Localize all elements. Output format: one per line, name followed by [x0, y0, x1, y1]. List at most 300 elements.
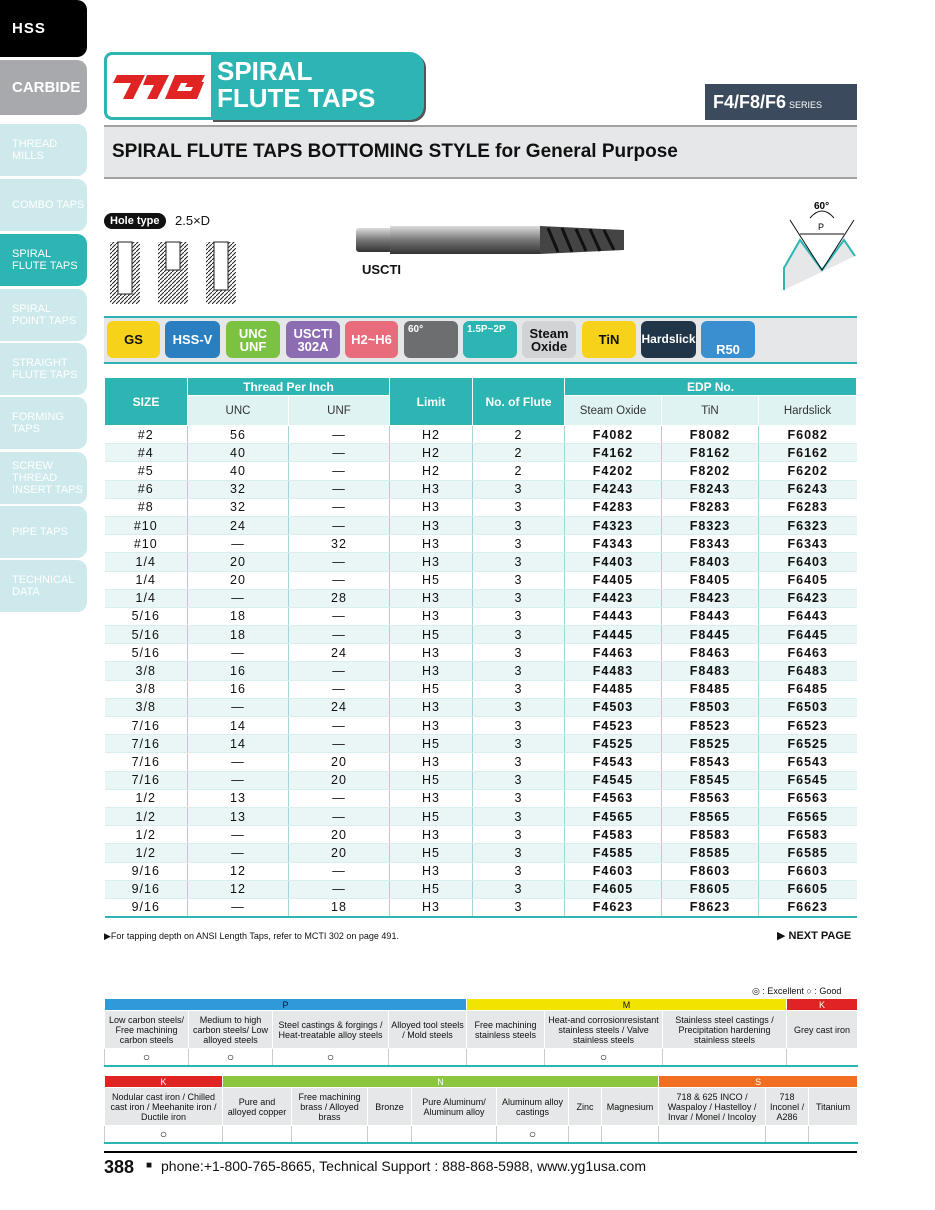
material-cell: Zinc: [569, 1088, 602, 1126]
table-cell: —: [188, 771, 289, 789]
table-cell: —: [289, 807, 390, 825]
table-cell: —: [289, 516, 390, 534]
table-cell: —: [289, 498, 390, 516]
table-cell: 28: [289, 589, 390, 607]
group-p: P: [105, 999, 467, 1011]
suitability-mark: ○: [189, 1049, 273, 1066]
badge-tin: TiN: [582, 321, 636, 358]
table-cell: 2: [473, 462, 565, 480]
suitability-mark: [787, 1049, 858, 1066]
table-cell: F4423: [565, 589, 662, 607]
table-cell: F8162: [662, 444, 759, 462]
table-cell: F4283: [565, 498, 662, 516]
material-cell: 718 & 625 INCO / Waspaloy / Hastelloy / Invar / Monel / Incoloy: [659, 1088, 766, 1126]
table-cell: 3/8: [105, 680, 188, 698]
table-cell: F6423: [759, 589, 857, 607]
group-k2: K: [105, 1076, 223, 1088]
legend: ◎ : Excellent ○ : Good: [752, 986, 842, 996]
table-cell: 1/2: [105, 789, 188, 807]
table-cell: F8082: [662, 426, 759, 444]
table-row: [105, 807, 857, 825]
table-cell: 3: [473, 516, 565, 534]
table-cell: F8243: [662, 480, 759, 498]
table-cell: F8623: [662, 898, 759, 916]
table-cell: —: [289, 862, 390, 880]
table-cell: F4202: [565, 462, 662, 480]
table-cell: H3: [390, 862, 473, 880]
table-cell: F6445: [759, 626, 857, 644]
hole-type-label: Hole type: [104, 213, 166, 229]
table-cell: 13: [188, 789, 289, 807]
tab-pipe-taps[interactable]: PIPE TAPS: [0, 506, 87, 558]
table-cell: #10: [105, 516, 188, 534]
table-cell: 5/16: [105, 626, 188, 644]
table-cell: F6565: [759, 807, 857, 825]
table-cell: F8483: [662, 662, 759, 680]
table-cell: —: [289, 662, 390, 680]
table-cell: F8343: [662, 535, 759, 553]
table-cell: F4162: [565, 444, 662, 462]
table-cell: F4563: [565, 789, 662, 807]
table-cell: F4485: [565, 680, 662, 698]
table-cell: 20: [289, 826, 390, 844]
suitability-mark: [809, 1126, 858, 1143]
tab-carbide[interactable]: CARBIDE: [0, 60, 87, 115]
table-cell: F4445: [565, 626, 662, 644]
table-cell: 3: [473, 626, 565, 644]
header-edp: EDP No.: [565, 378, 857, 396]
table-cell: 3: [473, 589, 565, 607]
table-cell: —: [289, 462, 390, 480]
suitability-mark: [569, 1126, 602, 1143]
tab-forming-taps[interactable]: FORMING TAPS: [0, 397, 87, 449]
table-cell: F8283: [662, 498, 759, 516]
table-cell: F8403: [662, 553, 759, 571]
yg-logo-icon: [107, 55, 212, 117]
table-row: [105, 753, 857, 771]
tab-straight-flute-taps[interactable]: STRAIGHT FLUTE TAPS: [0, 343, 87, 395]
suitability-mark: [389, 1049, 467, 1066]
table-cell: 2: [473, 426, 565, 444]
footnote: ▶For tapping depth on ANSI Length Taps, refer to MCTI 302 on page 491.: [104, 931, 399, 941]
table-cell: F6403: [759, 553, 857, 571]
table-cell: —: [188, 644, 289, 662]
table-cell: —: [289, 553, 390, 571]
table-cell: 3: [473, 480, 565, 498]
table-cell: —: [188, 535, 289, 553]
table-cell: 20: [289, 844, 390, 862]
section-heading: SPIRAL FLUTE TAPS BOTTOMING STYLE for General Purpose: [104, 125, 857, 179]
table-row: [105, 535, 857, 553]
table-cell: F8603: [662, 862, 759, 880]
table-cell: 3: [473, 571, 565, 589]
table-row: [105, 462, 857, 480]
table-cell: 3: [473, 880, 565, 898]
table-cell: F6583: [759, 826, 857, 844]
table-cell: H3: [390, 480, 473, 498]
material-cell: Pure and alloyed copper: [223, 1088, 292, 1126]
table-cell: H5: [390, 571, 473, 589]
table-cell: 3: [473, 844, 565, 862]
table-row: [105, 680, 857, 698]
material-cell: Low carbon steels/ Free machining carbon steels: [105, 1011, 189, 1049]
badge-thread-angle: 60°: [404, 321, 458, 358]
table-cell: 9/16: [105, 862, 188, 880]
table-cell: F6443: [759, 607, 857, 625]
table-row: [105, 516, 857, 534]
table-cell: F4463: [565, 644, 662, 662]
table-cell: 3: [473, 644, 565, 662]
table-cell: H3: [390, 516, 473, 534]
table-cell: H3: [390, 898, 473, 916]
table-cell: —: [289, 880, 390, 898]
table-cell: 3: [473, 607, 565, 625]
table-cell: F8563: [662, 789, 759, 807]
table-cell: 3: [473, 807, 565, 825]
tab-thread-mills[interactable]: THREAD MILLS: [0, 124, 87, 176]
header-hardslick: Hardslick: [759, 396, 857, 426]
table-cell: 18: [188, 607, 289, 625]
table-cell: F6605: [759, 880, 857, 898]
header-size: SIZE: [105, 378, 188, 426]
table-cell: —: [289, 444, 390, 462]
table-cell: F4623: [565, 898, 662, 916]
suitability-mark: ○: [105, 1126, 223, 1143]
table-cell: 3: [473, 498, 565, 516]
material-cell: Stainless steel castings / Precipitation hardening stainless steels: [663, 1011, 787, 1049]
tab-spiral-flute-taps[interactable]: SPIRAL FLUTE TAPS: [0, 234, 87, 286]
badge-steam-oxide: Steam Oxide: [522, 321, 576, 358]
badge-hardslick: Hardslick: [641, 321, 696, 358]
suitability-mark: [659, 1126, 766, 1143]
material-cell: Heat-and corrosionresistant stainless steels / Valve stainless steels: [545, 1011, 663, 1049]
table-cell: —: [289, 735, 390, 753]
table-cell: H5: [390, 771, 473, 789]
table-cell: F4323: [565, 516, 662, 534]
table-row: [105, 826, 857, 844]
table-cell: 24: [289, 644, 390, 662]
table-cell: F8463: [662, 644, 759, 662]
table-cell: 7/16: [105, 753, 188, 771]
table-row: [105, 571, 857, 589]
table-cell: F8565: [662, 807, 759, 825]
table-cell: F6082: [759, 426, 857, 444]
group-n: N: [223, 1076, 659, 1088]
tab-hss[interactable]: HSS: [0, 0, 87, 57]
table-cell: 40: [188, 462, 289, 480]
table-cell: F6525: [759, 735, 857, 753]
header-unc: UNC: [188, 396, 289, 426]
table-cell: H5: [390, 844, 473, 862]
table-cell: 1/4: [105, 589, 188, 607]
table-cell: F6405: [759, 571, 857, 589]
table-cell: H3: [390, 535, 473, 553]
table-cell: F8525: [662, 735, 759, 753]
badge-gs: GS: [107, 321, 160, 358]
table-row: [105, 662, 857, 680]
table-cell: 2: [473, 444, 565, 462]
table-cell: —: [188, 898, 289, 916]
material-cell: Medium to high carbon steels/ Low alloyed steels: [189, 1011, 273, 1049]
table-cell: 7/16: [105, 735, 188, 753]
table-cell: H3: [390, 698, 473, 716]
table-cell: F4443: [565, 607, 662, 625]
table-cell: F6585: [759, 844, 857, 862]
table-cell: F8585: [662, 844, 759, 862]
table-cell: F6483: [759, 662, 857, 680]
table-cell: 3: [473, 680, 565, 698]
table-cell: 16: [188, 680, 289, 698]
material-cell: Free machining stainless steels: [467, 1011, 545, 1049]
table-row: [105, 771, 857, 789]
table-cell: H5: [390, 626, 473, 644]
table-cell: 18: [188, 626, 289, 644]
material-cell: Free machining brass / Alloyed brass: [292, 1088, 368, 1126]
table-cell: 32: [188, 480, 289, 498]
table-cell: F4543: [565, 753, 662, 771]
table-cell: 20: [289, 771, 390, 789]
table-cell: 12: [188, 880, 289, 898]
suitability-mark: [412, 1126, 497, 1143]
table-cell: 13: [188, 807, 289, 825]
table-cell: F8583: [662, 826, 759, 844]
table-cell: 3: [473, 753, 565, 771]
table-cell: F8485: [662, 680, 759, 698]
table-row: [105, 480, 857, 498]
tab-technical-data[interactable]: TECHNICAL DATA: [0, 560, 87, 612]
table-cell: 56: [188, 426, 289, 444]
table-cell: H3: [390, 607, 473, 625]
table-cell: —: [289, 607, 390, 625]
table-cell: 40: [188, 444, 289, 462]
suitability-mark: [467, 1049, 545, 1066]
table-row: [105, 789, 857, 807]
table-row: [105, 880, 857, 898]
table-cell: H3: [390, 498, 473, 516]
table-cell: 7/16: [105, 771, 188, 789]
table-cell: H3: [390, 589, 473, 607]
table-cell: 1/4: [105, 553, 188, 571]
table-cell: F6603: [759, 862, 857, 880]
table-cell: #8: [105, 498, 188, 516]
table-cell: F4343: [565, 535, 662, 553]
table-cell: 20: [188, 553, 289, 571]
table-cell: 24: [188, 516, 289, 534]
contact-info: phone:+1-800-765-8665, Technical Support : 888-868-5988, www.yg1usa.com: [161, 1158, 647, 1174]
table-row: [105, 844, 857, 862]
table-cell: 3: [473, 735, 565, 753]
tool-standard-label: USCTI: [362, 262, 401, 277]
hole-diagram-icon: [108, 240, 240, 306]
table-cell: #6: [105, 480, 188, 498]
header-tin: TiN: [662, 396, 759, 426]
table-cell: H3: [390, 553, 473, 571]
table-cell: —: [289, 680, 390, 698]
material-cell: Aluminum alloy castings: [497, 1088, 569, 1126]
badge-unc-unf: UNC UNF: [226, 321, 280, 358]
header-tpi: Thread Per Inch: [188, 378, 390, 396]
suitability-mark: ○: [545, 1049, 663, 1066]
brand-logo: [104, 52, 214, 120]
table-row: [105, 626, 857, 644]
table-row: [105, 498, 857, 516]
table-cell: F6623: [759, 898, 857, 916]
table-cell: H3: [390, 644, 473, 662]
material-cell: Magnesium: [602, 1088, 659, 1126]
table-cell: F4583: [565, 826, 662, 844]
table-row: [105, 898, 857, 916]
table-cell: F8545: [662, 771, 759, 789]
table-cell: 3: [473, 535, 565, 553]
materials-table-2: [104, 1075, 858, 1144]
table-cell: F4523: [565, 717, 662, 735]
table-cell: —: [289, 717, 390, 735]
table-cell: F8202: [662, 462, 759, 480]
group-m: M: [467, 999, 787, 1011]
table-cell: F6323: [759, 516, 857, 534]
table-cell: F6283: [759, 498, 857, 516]
badge-hss-v: HSS-V: [165, 321, 220, 358]
material-cell: Steel castings & forgings / Heat-treatable alloy steels: [273, 1011, 389, 1049]
thread-pitch-text: P: [818, 222, 825, 232]
table-cell: F4483: [565, 662, 662, 680]
thread-profile-icon: [782, 200, 857, 290]
header-unf: UNF: [289, 396, 390, 426]
table-row: [105, 644, 857, 662]
group-k: K: [787, 999, 858, 1011]
table-cell: #5: [105, 462, 188, 480]
materials-table-1: [104, 998, 858, 1067]
table-cell: F8523: [662, 717, 759, 735]
table-cell: F4585: [565, 844, 662, 862]
table-cell: —: [289, 626, 390, 644]
table-row: [105, 444, 857, 462]
table-cell: F6202: [759, 462, 857, 480]
table-cell: H5: [390, 807, 473, 825]
table-cell: #10: [105, 535, 188, 553]
table-cell: F6543: [759, 753, 857, 771]
thread-angle-text: 60°: [814, 201, 830, 212]
table-cell: —: [289, 789, 390, 807]
table-cell: F4603: [565, 862, 662, 880]
table-cell: F6563: [759, 789, 857, 807]
table-cell: F6162: [759, 444, 857, 462]
table-cell: 5/16: [105, 607, 188, 625]
table-cell: H3: [390, 717, 473, 735]
series-badge: F4/F8/F6 SERIES: [705, 84, 857, 120]
table-row: [105, 717, 857, 735]
table-cell: 1/2: [105, 826, 188, 844]
suitability-mark: ○: [497, 1126, 569, 1143]
table-cell: F8323: [662, 516, 759, 534]
table-row: [105, 426, 857, 444]
table-cell: #2: [105, 426, 188, 444]
table-cell: #4: [105, 444, 188, 462]
table-cell: H5: [390, 880, 473, 898]
table-cell: —: [188, 753, 289, 771]
table-cell: H2: [390, 444, 473, 462]
table-row: [105, 862, 857, 880]
table-row: [105, 589, 857, 607]
material-cell: Grey cast iron: [787, 1011, 858, 1049]
tap-tool-image: [352, 220, 627, 260]
badge-chamfer: 1.5P~2P: [463, 321, 517, 358]
table-cell: 5/16: [105, 644, 188, 662]
tab-screw-thread-insert-taps[interactable]: SCREW THREAD INSERT TAPS: [0, 452, 87, 504]
table-cell: 3: [473, 898, 565, 916]
table-cell: 9/16: [105, 880, 188, 898]
material-cell: 718 Inconel / A286: [766, 1088, 809, 1126]
suitability-mark: ○: [105, 1049, 189, 1066]
table-cell: 12: [188, 862, 289, 880]
table-cell: 20: [188, 571, 289, 589]
table-cell: H3: [390, 789, 473, 807]
table-row: [105, 607, 857, 625]
table-cell: F4503: [565, 698, 662, 716]
material-cell: Alloyed tool steels / Mold steels: [389, 1011, 467, 1049]
table-cell: F8503: [662, 698, 759, 716]
table-cell: F4545: [565, 771, 662, 789]
header-steam-oxide: Steam Oxide: [565, 396, 662, 426]
tab-spiral-point-taps[interactable]: SPIRAL POINT TAPS: [0, 289, 87, 341]
table-cell: F6463: [759, 644, 857, 662]
table-cell: —: [289, 426, 390, 444]
table-cell: H3: [390, 662, 473, 680]
header-flute: No. of Flute: [473, 378, 565, 426]
table-cell: 3: [473, 698, 565, 716]
table-cell: 3: [473, 717, 565, 735]
table-cell: 20: [289, 753, 390, 771]
bullet-icon: ■: [146, 1160, 153, 1171]
table-cell: F6503: [759, 698, 857, 716]
table-cell: 14: [188, 717, 289, 735]
group-s: S: [659, 1076, 858, 1088]
table-cell: F6523: [759, 717, 857, 735]
table-cell: 3/8: [105, 662, 188, 680]
badge-r50: R50: [701, 321, 755, 358]
table-cell: F8443: [662, 607, 759, 625]
table-cell: 3/8: [105, 698, 188, 716]
material-cell: Pure Aluminum/ Aluminum alloy: [412, 1088, 497, 1126]
tab-combo-taps[interactable]: COMBO TAPS: [0, 179, 87, 231]
table-cell: 18: [289, 898, 390, 916]
badge-tolerance: H2~H6: [345, 321, 398, 358]
table-cell: F8543: [662, 753, 759, 771]
next-page-link[interactable]: ▶ NEXT PAGE: [777, 930, 852, 942]
table-cell: F4565: [565, 807, 662, 825]
table-cell: F4082: [565, 426, 662, 444]
suitability-mark: [602, 1126, 659, 1143]
table-cell: H3: [390, 826, 473, 844]
table-cell: —: [188, 844, 289, 862]
table-cell: 3: [473, 662, 565, 680]
table-cell: 3: [473, 771, 565, 789]
table-cell: F8605: [662, 880, 759, 898]
table-cell: 9/16: [105, 898, 188, 916]
table-cell: F8423: [662, 589, 759, 607]
suitability-mark: [368, 1126, 412, 1143]
table-cell: 1/2: [105, 844, 188, 862]
header-limit: Limit: [390, 378, 473, 426]
table-cell: F4403: [565, 553, 662, 571]
footer-divider: [104, 1151, 857, 1153]
suitability-mark: [663, 1049, 787, 1066]
suitability-mark: ○: [273, 1049, 389, 1066]
table-cell: 1/2: [105, 807, 188, 825]
table-cell: 7/16: [105, 717, 188, 735]
table-cell: 32: [188, 498, 289, 516]
table-cell: 3: [473, 862, 565, 880]
